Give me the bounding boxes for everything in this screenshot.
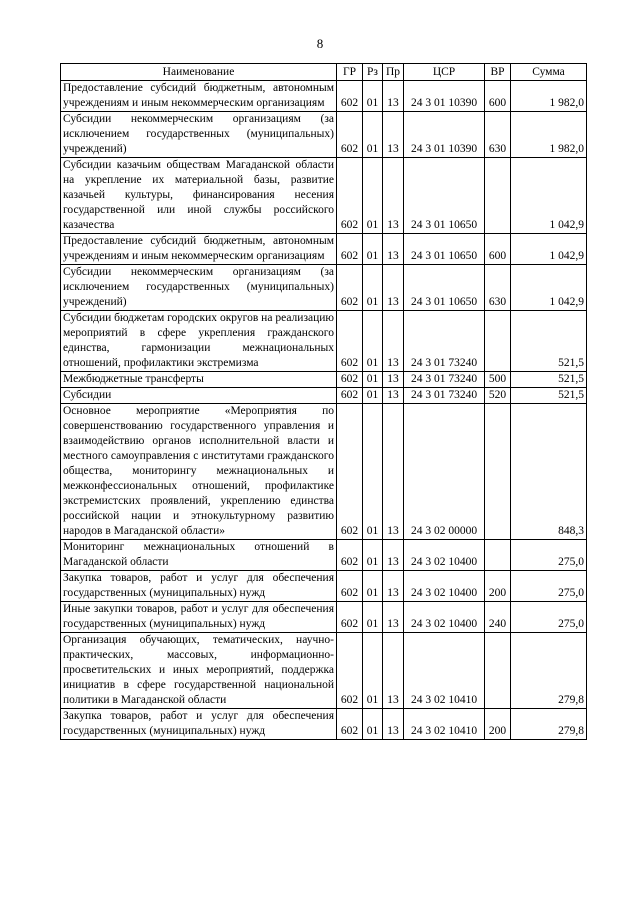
cell-rz: 01 (363, 372, 383, 388)
cell-rz: 01 (363, 81, 383, 112)
table-row (61, 112, 587, 158)
cell-name: Организация обучающих, тематических, научно-практических, массовых, информационно-просветительских и иных мероприятий, поддержка инициатив в сфере государственной национальной политики в Магаданской области (61, 633, 337, 709)
cell-sum: 848,3 (511, 404, 587, 540)
cell-sum: 521,5 (511, 388, 587, 404)
table-row (61, 540, 587, 571)
cell-sum: 275,0 (511, 571, 587, 602)
cell-csr: 24 3 01 10390 (404, 112, 485, 158)
cell-csr: 24 3 02 10400 (404, 540, 485, 571)
table-row (61, 602, 587, 633)
cell-sum: 1 982,0 (511, 81, 587, 112)
cell-pr: 13 (383, 388, 404, 404)
cell-pr: 13 (383, 404, 404, 540)
table-row (61, 311, 587, 372)
cell-pr: 13 (383, 158, 404, 234)
page-number: 8 (316, 36, 324, 51)
cell-rz: 01 (363, 265, 383, 311)
cell-vr (485, 540, 511, 571)
cell-csr: 24 3 02 10400 (404, 571, 485, 602)
cell-gr: 602 (337, 265, 363, 311)
cell-gr: 602 (337, 81, 363, 112)
cell-pr: 13 (383, 571, 404, 602)
header-rz: Рз (363, 64, 383, 81)
cell-sum: 521,5 (511, 372, 587, 388)
cell-pr: 13 (383, 602, 404, 633)
cell-name: Предоставление субсидий бюджетным, автономным учреждениям и иным некоммерческим организациям (61, 81, 337, 112)
cell-name: Субсидии бюджетам городских округов на реализацию мероприятий в сфере укрепления гражданского единства, гармонизации межнациональных отношений, профилактики экстремизма (61, 311, 337, 372)
cell-gr: 602 (337, 633, 363, 709)
cell-csr: 24 3 02 10410 (404, 633, 485, 709)
cell-gr: 602 (337, 709, 363, 740)
cell-sum: 521,5 (511, 311, 587, 372)
table-row (61, 81, 587, 112)
cell-csr: 24 3 01 10650 (404, 265, 485, 311)
budget-table (60, 63, 587, 740)
cell-csr: 24 3 02 10400 (404, 602, 485, 633)
header-sum: Сумма (511, 64, 587, 81)
cell-name: Основное мероприятие «Мероприятия по совершенствованию государственного управления и взаимодействию органов исполнительной власти и местного самоуправления с институтами гражданского общества, мониторингу межнациональных и межконфессиональных отношений, профилактике экстремистских проявлений, укреплению единства российской нации и этнокультурному развитию народов в Магаданской области» (61, 404, 337, 540)
cell-csr: 24 3 01 10650 (404, 158, 485, 234)
header-csr: ЦСР (404, 64, 485, 81)
cell-gr: 602 (337, 404, 363, 540)
cell-vr: 520 (485, 388, 511, 404)
cell-rz: 01 (363, 404, 383, 540)
table-row (61, 404, 587, 540)
table-row (61, 158, 587, 234)
cell-vr (485, 158, 511, 234)
cell-vr: 200 (485, 571, 511, 602)
table-row (61, 709, 587, 740)
cell-sum: 279,8 (511, 709, 587, 740)
cell-rz: 01 (363, 311, 383, 372)
cell-csr: 24 3 01 73240 (404, 372, 485, 388)
cell-sum: 275,0 (511, 602, 587, 633)
header-name: Наименование (61, 64, 337, 81)
table-row (61, 571, 587, 602)
cell-name: Субсидии некоммерческим организациям (за исключением государственных (муниципальных) учреждений) (61, 112, 337, 158)
cell-csr: 24 3 01 10650 (404, 234, 485, 265)
cell-vr: 630 (485, 265, 511, 311)
cell-vr (485, 311, 511, 372)
cell-rz: 01 (363, 112, 383, 158)
cell-name: Субсидии (61, 388, 337, 404)
cell-pr: 13 (383, 265, 404, 311)
cell-pr: 13 (383, 372, 404, 388)
cell-gr: 602 (337, 602, 363, 633)
cell-name: Межбюджетные трансферты (61, 372, 337, 388)
cell-pr: 13 (383, 81, 404, 112)
table-row (61, 633, 587, 709)
cell-sum: 1 982,0 (511, 112, 587, 158)
cell-name: Предоставление субсидий бюджетным, автономным учреждениям и иным некоммерческим организациям (61, 234, 337, 265)
cell-sum: 1 042,9 (511, 234, 587, 265)
cell-vr: 200 (485, 709, 511, 740)
cell-csr: 24 3 02 10410 (404, 709, 485, 740)
cell-rz: 01 (363, 234, 383, 265)
cell-gr: 602 (337, 234, 363, 265)
cell-vr: 500 (485, 372, 511, 388)
cell-vr: 630 (485, 112, 511, 158)
cell-rz: 01 (363, 388, 383, 404)
cell-name: Субсидии казачьим обществам Магаданской области на укрепление их материальной базы, развитие казачьей культуры, финансирования несения государственной или иной службы российского казачества (61, 158, 337, 234)
cell-gr: 602 (337, 372, 363, 388)
cell-gr: 602 (337, 112, 363, 158)
cell-pr: 13 (383, 234, 404, 265)
cell-gr: 602 (337, 571, 363, 602)
cell-name: Субсидии некоммерческим организациям (за исключением государственных (муниципальных) учреждений) (61, 265, 337, 311)
cell-vr (485, 404, 511, 540)
header-vr: ВР (485, 64, 511, 81)
cell-gr: 602 (337, 540, 363, 571)
cell-pr: 13 (383, 633, 404, 709)
table-row (61, 265, 587, 311)
cell-csr: 24 3 02 00000 (404, 404, 485, 540)
cell-vr: 600 (485, 234, 511, 265)
cell-gr: 602 (337, 158, 363, 234)
cell-csr: 24 3 01 10390 (404, 81, 485, 112)
cell-vr: 600 (485, 81, 511, 112)
cell-sum: 275,0 (511, 540, 587, 571)
cell-gr: 602 (337, 311, 363, 372)
cell-name: Закупка товаров, работ и услуг для обеспечения государственных (муниципальных) нужд (61, 709, 337, 740)
table-header-row (61, 64, 587, 81)
cell-name: Закупка товаров, работ и услуг для обеспечения государственных (муниципальных) нужд (61, 571, 337, 602)
cell-sum: 1 042,9 (511, 265, 587, 311)
cell-pr: 13 (383, 311, 404, 372)
cell-rz: 01 (363, 602, 383, 633)
cell-pr: 13 (383, 112, 404, 158)
cell-pr: 13 (383, 540, 404, 571)
cell-gr: 602 (337, 388, 363, 404)
cell-pr: 13 (383, 709, 404, 740)
cell-sum: 1 042,9 (511, 158, 587, 234)
cell-name: Иные закупки товаров, работ и услуг для обеспечения государственных (муниципальных) нужд (61, 602, 337, 633)
cell-rz: 01 (363, 540, 383, 571)
cell-vr: 240 (485, 602, 511, 633)
table-body (61, 81, 587, 740)
cell-rz: 01 (363, 571, 383, 602)
cell-csr: 24 3 01 73240 (404, 311, 485, 372)
cell-rz: 01 (363, 633, 383, 709)
cell-csr: 24 3 01 73240 (404, 388, 485, 404)
cell-rz: 01 (363, 158, 383, 234)
cell-name: Мониторинг межнациональных отношений в Магаданской области (61, 540, 337, 571)
cell-rz: 01 (363, 709, 383, 740)
header-pr: Пр (383, 64, 404, 81)
table-row (61, 372, 587, 388)
cell-sum: 279,8 (511, 633, 587, 709)
header-gr: ГР (337, 64, 363, 81)
cell-vr (485, 633, 511, 709)
table-row (61, 388, 587, 404)
table-row (61, 234, 587, 265)
